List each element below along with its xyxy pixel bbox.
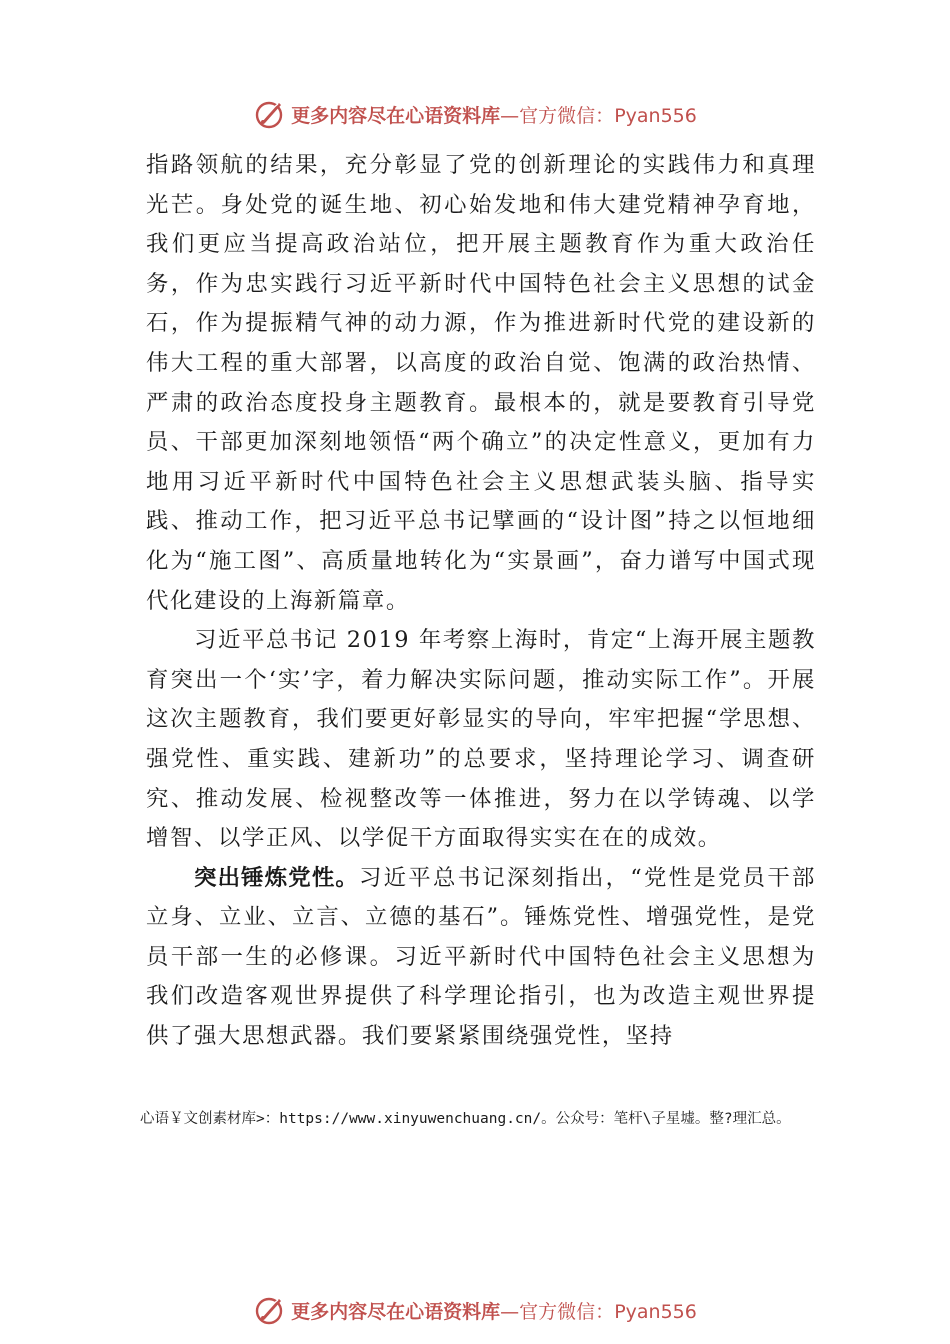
section-lead-heading: 突出锤炼党性。	[194, 864, 359, 891]
header-banner	[0, 94, 950, 134]
footer-banner-separator: —	[500, 1300, 520, 1323]
header-banner-text	[291, 101, 697, 128]
footer-banner-inner	[253, 1294, 697, 1326]
banner-wechat-label: 官方微信：	[519, 104, 615, 127]
banner-account: Pyan556	[614, 104, 697, 127]
document-body	[146, 146, 816, 1057]
body-paragraph-1: 指路领航的结果，充分彰显了党的创新理论的实践伟力和真理光芒。身处党的诞生地、初心始发地和伟大建党精神孕育地，我们更应当提高政治站位，把开展主题教育作为重大政治任务，作为忠实践行习近平新时代中国特色社会主义思想的试金石，作为提振精气神的动力源，作为推进新时代党的建设新的伟大工程的重大部署，以高度的政治自觉、饱满的政治热情、严肃的政治态度投身主题教育。最根本的，就是要教育引导党员、干部更加深刻地领悟“两个确立”的决定性意义，更加有力地用习近平新时代中国特色社会主义思想武装头脑、指导实践、推动工作，把习近平总书记擘画的“设计图”持之以恒地细化为“施工图”、高质量地转化为“实景画”，奋力谱写中国式现代化建设的上海新篇章。	[146, 152, 816, 614]
footer-banner-text	[291, 1297, 697, 1324]
body-paragraph-3-text: 习近平总书记深刻指出，“党性是党员干部立身、立业、立言、立德的基石”。锤炼党性、增强党性，是党员干部一生的必修课。习近平新时代中国特色社会主义思想为我们改造客观世界提供了科学理论指引，也为改造主观世界提供了强大思想武器。我们要紧紧围绕强党性，坚持	[146, 864, 816, 1050]
footer-banner-wechat-label: 官方微信：	[519, 1300, 615, 1323]
footer-source-note: 心语￥文创素材库>：https://www.xinyuwenchuang.cn/。公众号：笔杆\子星墟。整?理汇总。	[140, 1111, 791, 1127]
header-banner-inner	[253, 98, 697, 130]
footer-banner-brand: 更多内容尽在心语资料库	[291, 1300, 501, 1323]
banner-separator: —	[500, 104, 520, 127]
body-paragraph-2: 习近平总书记 2019 年考察上海时，肯定“上海开展主题教育突出一个‘实’字，着力解决实际问题，推动实际工作”。开展这次主题教育，我们要更好彰显实的导向，牢牢把握“学思想、强党性、重实践、建新功”的总要求，坚持理论学习、调查研究、推动发展、检视整改等一体推进，努力在以学铸魂、以学增智、以学正风、以学促干方面取得实实在在的成效。	[146, 627, 816, 852]
footer-banner-account: Pyan556	[614, 1300, 697, 1323]
body-paragraph-3	[146, 859, 816, 1057]
banner-brand: 更多内容尽在心语资料库	[291, 104, 501, 127]
quill-seal-icon	[253, 98, 285, 130]
footer-banner	[0, 1290, 950, 1330]
quill-seal-icon	[253, 1294, 285, 1326]
